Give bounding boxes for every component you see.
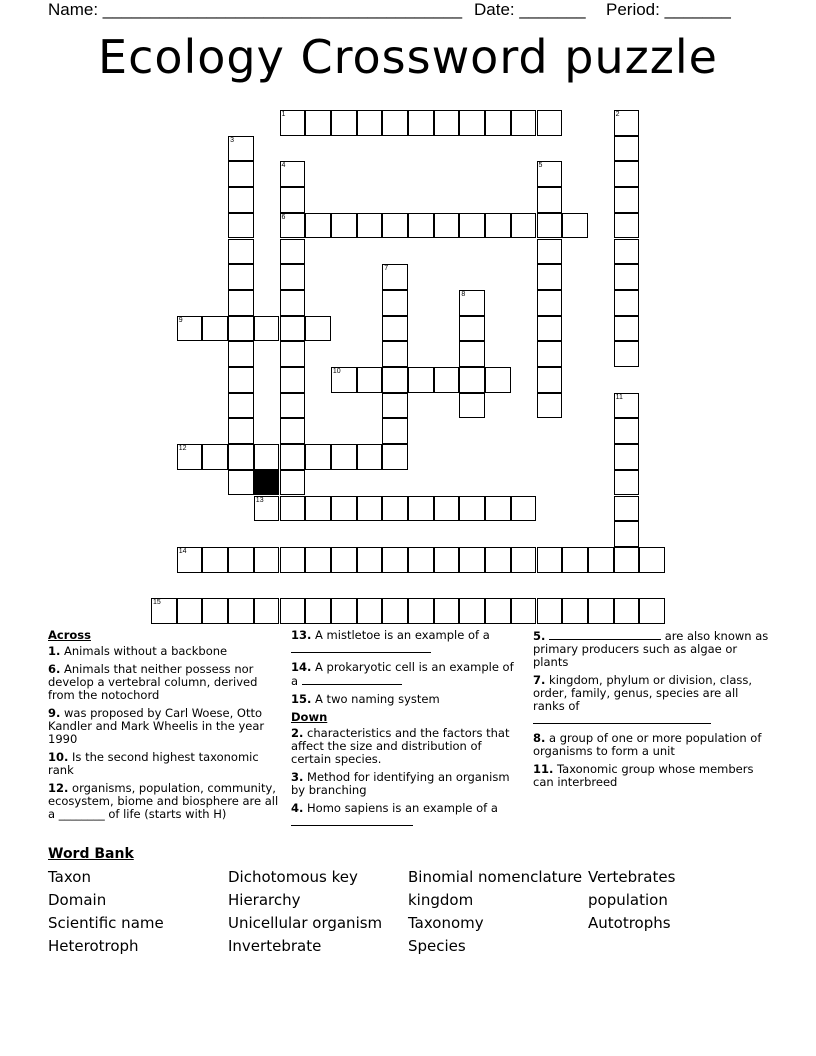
word-bank-item: Unicellular organism xyxy=(228,914,383,932)
grid-cell[interactable] xyxy=(228,161,254,187)
grid-cell[interactable] xyxy=(280,598,306,624)
clue-across-15: 15. A two naming system xyxy=(291,692,440,706)
grid-cell[interactable] xyxy=(408,110,434,136)
grid-cell[interactable] xyxy=(305,110,331,136)
grid-cell[interactable] xyxy=(537,547,563,573)
grid-cell[interactable] xyxy=(280,470,306,496)
clue-across-9: 9. was proposed by Carl Woese, Otto Kandler and Mark Wheelis in the year 1990 xyxy=(48,706,265,746)
grid-cell[interactable] xyxy=(280,444,306,470)
grid-cell[interactable] xyxy=(459,496,485,522)
word-bank-item: Taxonomy xyxy=(408,914,484,932)
grid-cell[interactable] xyxy=(408,213,434,239)
grid-cell[interactable] xyxy=(408,367,434,393)
word-bank-item: Scientific name xyxy=(48,914,164,932)
grid-cell[interactable] xyxy=(280,161,306,187)
grid-cell[interactable] xyxy=(280,264,306,290)
grid-cell[interactable] xyxy=(537,316,563,342)
clues-col3 xyxy=(533,629,769,794)
grid-cell[interactable] xyxy=(280,393,306,419)
grid-cell[interactable] xyxy=(228,598,254,624)
cell-number: 8 xyxy=(461,290,466,298)
grid-cell[interactable] xyxy=(357,444,383,470)
grid-cell[interactable] xyxy=(434,367,460,393)
grid-cell[interactable] xyxy=(305,547,331,573)
grid-cell[interactable] xyxy=(305,444,331,470)
word-bank-item: population xyxy=(588,891,668,909)
grid-cell[interactable] xyxy=(331,213,357,239)
clues-col2 xyxy=(291,629,521,834)
grid-cell[interactable] xyxy=(537,393,563,419)
grid-cell[interactable] xyxy=(280,110,306,136)
grid-cell[interactable] xyxy=(459,598,485,624)
grid-cell[interactable] xyxy=(280,316,306,342)
grid-cell[interactable] xyxy=(562,213,588,239)
word-bank-item: Heterotroph xyxy=(48,937,139,955)
grid-cell[interactable] xyxy=(280,239,306,265)
across-heading: Across xyxy=(48,628,91,642)
grid-cell[interactable] xyxy=(177,547,203,573)
grid-cell[interactable] xyxy=(434,598,460,624)
grid-cell[interactable] xyxy=(588,547,614,573)
grid-cell[interactable] xyxy=(202,547,228,573)
grid-cell[interactable] xyxy=(382,393,408,419)
grid-cell[interactable] xyxy=(280,213,306,239)
grid-cell[interactable] xyxy=(614,239,640,265)
black-cell xyxy=(254,470,280,496)
period-field[interactable]: Period: _______ xyxy=(606,0,731,19)
grid-cell[interactable] xyxy=(614,264,640,290)
word-bank-item: Binomial nomenclature xyxy=(408,868,583,886)
grid-cell[interactable] xyxy=(305,316,331,342)
grid-cell[interactable] xyxy=(485,213,511,239)
grid-cell[interactable] xyxy=(382,547,408,573)
grid-cell[interactable] xyxy=(459,367,485,393)
grid-cell[interactable] xyxy=(228,547,254,573)
grid-cell[interactable] xyxy=(485,598,511,624)
cell-number: 11 xyxy=(615,393,623,401)
grid-cell[interactable] xyxy=(614,470,640,496)
grid-cell[interactable] xyxy=(537,110,563,136)
date-field[interactable]: Date: _______ xyxy=(474,0,586,19)
grid-cell[interactable] xyxy=(614,290,640,316)
grid-cell[interactable] xyxy=(408,496,434,522)
grid-cell[interactable] xyxy=(537,187,563,213)
grid-cell[interactable] xyxy=(382,496,408,522)
grid-cell[interactable] xyxy=(331,598,357,624)
grid-cell[interactable] xyxy=(382,290,408,316)
cell-number: 14 xyxy=(178,547,187,555)
grid-cell[interactable] xyxy=(614,341,640,367)
grid-cell[interactable] xyxy=(305,213,331,239)
grid-cell[interactable] xyxy=(614,598,640,624)
grid-cell[interactable] xyxy=(280,496,306,522)
cell-number: 10 xyxy=(332,368,341,375)
grid-cell[interactable] xyxy=(408,547,434,573)
grid-cell[interactable] xyxy=(459,213,485,239)
grid-cell[interactable] xyxy=(614,496,640,522)
clue-across-14: 14. A prokaryotic cell is an example of a xyxy=(291,660,514,688)
grid-cell[interactable] xyxy=(280,367,306,393)
clue-down-4: 4. Homo sapiens is an example of a xyxy=(291,802,521,829)
grid-cell[interactable] xyxy=(228,239,254,265)
cell-number: 9 xyxy=(178,316,183,324)
grid-cell[interactable] xyxy=(357,110,383,136)
cell-number: 5 xyxy=(538,162,543,170)
grid-cell[interactable] xyxy=(485,367,511,393)
grid-cell[interactable] xyxy=(331,444,357,470)
grid-cell[interactable] xyxy=(485,547,511,573)
cell-number: 12 xyxy=(178,445,187,453)
grid-cell[interactable] xyxy=(382,213,408,239)
word-bank-item: Hierarchy xyxy=(228,891,301,909)
grid-cell[interactable] xyxy=(614,444,640,470)
grid-cell[interactable] xyxy=(511,496,537,522)
grid-cell[interactable] xyxy=(459,110,485,136)
grid-cell[interactable] xyxy=(562,598,588,624)
grid-cell[interactable] xyxy=(537,161,563,187)
clue-down-3: 3. Method for identifying an organism by branching xyxy=(291,770,510,797)
word-bank-item: Autotrophs xyxy=(588,914,671,932)
cell-number: 4 xyxy=(281,162,286,170)
grid-cell[interactable] xyxy=(382,444,408,470)
grid-cell[interactable] xyxy=(280,341,306,367)
grid-cell[interactable] xyxy=(305,496,331,522)
clue-down-2: 2. characteristics and the factors that affect the size and distribution of certain species. xyxy=(291,726,510,766)
grid-cell[interactable] xyxy=(537,598,563,624)
grid-cell[interactable] xyxy=(614,187,640,213)
grid-cell[interactable] xyxy=(485,496,511,522)
word-bank-item: Vertebrates xyxy=(588,868,676,886)
grid-cell[interactable] xyxy=(228,470,254,496)
grid-cell[interactable] xyxy=(228,418,254,444)
grid-cell[interactable] xyxy=(382,598,408,624)
grid-cell[interactable] xyxy=(331,547,357,573)
grid-cell[interactable] xyxy=(305,598,331,624)
grid-cell[interactable] xyxy=(280,547,306,573)
grid-cell[interactable] xyxy=(537,264,563,290)
grid-cell[interactable] xyxy=(228,213,254,239)
grid-cell[interactable] xyxy=(434,496,460,522)
grid-cell[interactable] xyxy=(228,290,254,316)
grid-cell[interactable] xyxy=(228,341,254,367)
grid-cell[interactable] xyxy=(511,547,537,573)
grid-cell[interactable] xyxy=(459,547,485,573)
grid-cell[interactable] xyxy=(228,367,254,393)
grid-cell[interactable] xyxy=(254,598,280,624)
grid-cell[interactable] xyxy=(511,110,537,136)
grid-cell[interactable] xyxy=(177,316,203,342)
grid-cell[interactable] xyxy=(280,418,306,444)
grid-cell[interactable] xyxy=(614,393,640,419)
grid-cell[interactable] xyxy=(202,598,228,624)
grid-cell[interactable] xyxy=(177,598,203,624)
grid-cell[interactable] xyxy=(382,264,408,290)
grid-cell[interactable] xyxy=(177,444,203,470)
word-bank-heading: Word Bank xyxy=(48,846,134,862)
grid-cell[interactable] xyxy=(254,547,280,573)
clue-across-1: 1. Animals without a backbone xyxy=(48,644,228,658)
grid-cell[interactable] xyxy=(357,547,383,573)
cell-number: 13 xyxy=(255,496,264,504)
grid-cell[interactable] xyxy=(614,213,640,239)
grid-cell[interactable] xyxy=(228,393,254,419)
clue-across-12: 12. organisms, population, community, ecosystem, biome and biosphere are all a ________ of life (starts with H) xyxy=(48,781,279,821)
word-bank-item: kingdom xyxy=(408,891,474,909)
word-bank-item: Species xyxy=(408,937,466,955)
word-bank-item: Dichotomous key xyxy=(228,868,358,886)
clue-down-8: 8. a group of one or more population of organisms to form a unit xyxy=(533,731,762,758)
cell-number: 6 xyxy=(281,213,286,221)
clue-across-6: 6. Animals that neither possess nor develop a vertebral column, derived from the notochord xyxy=(48,662,258,702)
grid-cell[interactable] xyxy=(434,110,460,136)
grid-cell[interactable] xyxy=(485,110,511,136)
grid-cell[interactable] xyxy=(511,213,537,239)
grid-cell[interactable] xyxy=(151,598,177,624)
cell-number: 2 xyxy=(615,111,620,118)
clue-across-10: 10. Is the second highest taxonomic rank xyxy=(48,750,259,777)
grid-cell[interactable] xyxy=(537,367,563,393)
grid-cell[interactable] xyxy=(382,418,408,444)
grid-cell[interactable] xyxy=(254,316,280,342)
grid-cell[interactable] xyxy=(408,598,434,624)
grid-cell[interactable] xyxy=(639,598,665,624)
grid-cell[interactable] xyxy=(228,136,254,162)
word-bank-item: Domain xyxy=(48,891,107,909)
grid-cell[interactable] xyxy=(357,213,383,239)
grid-cell[interactable] xyxy=(382,367,408,393)
grid-cell[interactable] xyxy=(614,161,640,187)
grid-cell[interactable] xyxy=(434,547,460,573)
grid-cell[interactable] xyxy=(202,444,228,470)
grid-cell[interactable] xyxy=(459,290,485,316)
grid-cell[interactable] xyxy=(382,110,408,136)
name-field[interactable]: Name: ______________________________________ xyxy=(48,0,463,19)
word-bank-item: Taxon xyxy=(48,868,91,886)
grid-cell[interactable] xyxy=(331,367,357,393)
grid-cell[interactable] xyxy=(382,341,408,367)
grid-cell[interactable] xyxy=(614,418,640,444)
clue-down-11: 11. Taxonomic group whose members can interbreed xyxy=(533,762,754,789)
grid-cell[interactable] xyxy=(639,547,665,573)
grid-cell[interactable] xyxy=(202,316,228,342)
grid-cell[interactable] xyxy=(459,341,485,367)
down-heading: Down xyxy=(291,710,328,724)
grid-cell[interactable] xyxy=(228,444,254,470)
grid-cell[interactable] xyxy=(537,341,563,367)
word-bank-item: Invertebrate xyxy=(228,937,322,955)
grid-cell[interactable] xyxy=(614,521,640,547)
grid-cell[interactable] xyxy=(382,316,408,342)
grid-cell[interactable] xyxy=(357,496,383,522)
clue-down-5: 5. are also known as primary producers such as algae or plants xyxy=(533,629,769,669)
grid-cell[interactable] xyxy=(459,316,485,342)
grid-cell[interactable] xyxy=(614,547,640,573)
grid-cell[interactable] xyxy=(357,598,383,624)
grid-cell[interactable] xyxy=(280,187,306,213)
cell-number: 1 xyxy=(281,111,286,118)
grid-cell[interactable] xyxy=(614,136,640,162)
grid-cell[interactable] xyxy=(331,496,357,522)
grid-cell[interactable] xyxy=(511,598,537,624)
grid-cell[interactable] xyxy=(331,110,357,136)
cell-number: 3 xyxy=(230,136,234,144)
grid-cell[interactable] xyxy=(537,290,563,316)
grid-cell[interactable] xyxy=(537,213,563,239)
grid-cell[interactable] xyxy=(228,187,254,213)
grid-cell[interactable] xyxy=(588,598,614,624)
grid-cell[interactable] xyxy=(280,290,306,316)
across-clues-col1 xyxy=(48,629,283,826)
grid-cell[interactable] xyxy=(254,496,280,522)
grid-cell[interactable] xyxy=(228,264,254,290)
clue-across-13: 13. A mistletoe is an example of a xyxy=(291,629,521,656)
puzzle-title: Ecology Crossword puzzle xyxy=(98,30,718,84)
cell-number: 15 xyxy=(153,599,161,607)
cell-number: 7 xyxy=(384,265,389,273)
grid-cell[interactable] xyxy=(434,213,460,239)
grid-cell[interactable] xyxy=(614,316,640,342)
grid-cell[interactable] xyxy=(614,110,640,136)
clue-down-7: 7. kingdom, phylum or division, class, order, family, genus, species are all ranks of xyxy=(533,674,769,727)
grid-cell[interactable] xyxy=(459,393,485,419)
grid-cell[interactable] xyxy=(228,316,254,342)
grid-cell[interactable] xyxy=(254,444,280,470)
grid-cell[interactable] xyxy=(357,367,383,393)
grid-cell[interactable] xyxy=(537,239,563,265)
grid-cell[interactable] xyxy=(562,547,588,573)
